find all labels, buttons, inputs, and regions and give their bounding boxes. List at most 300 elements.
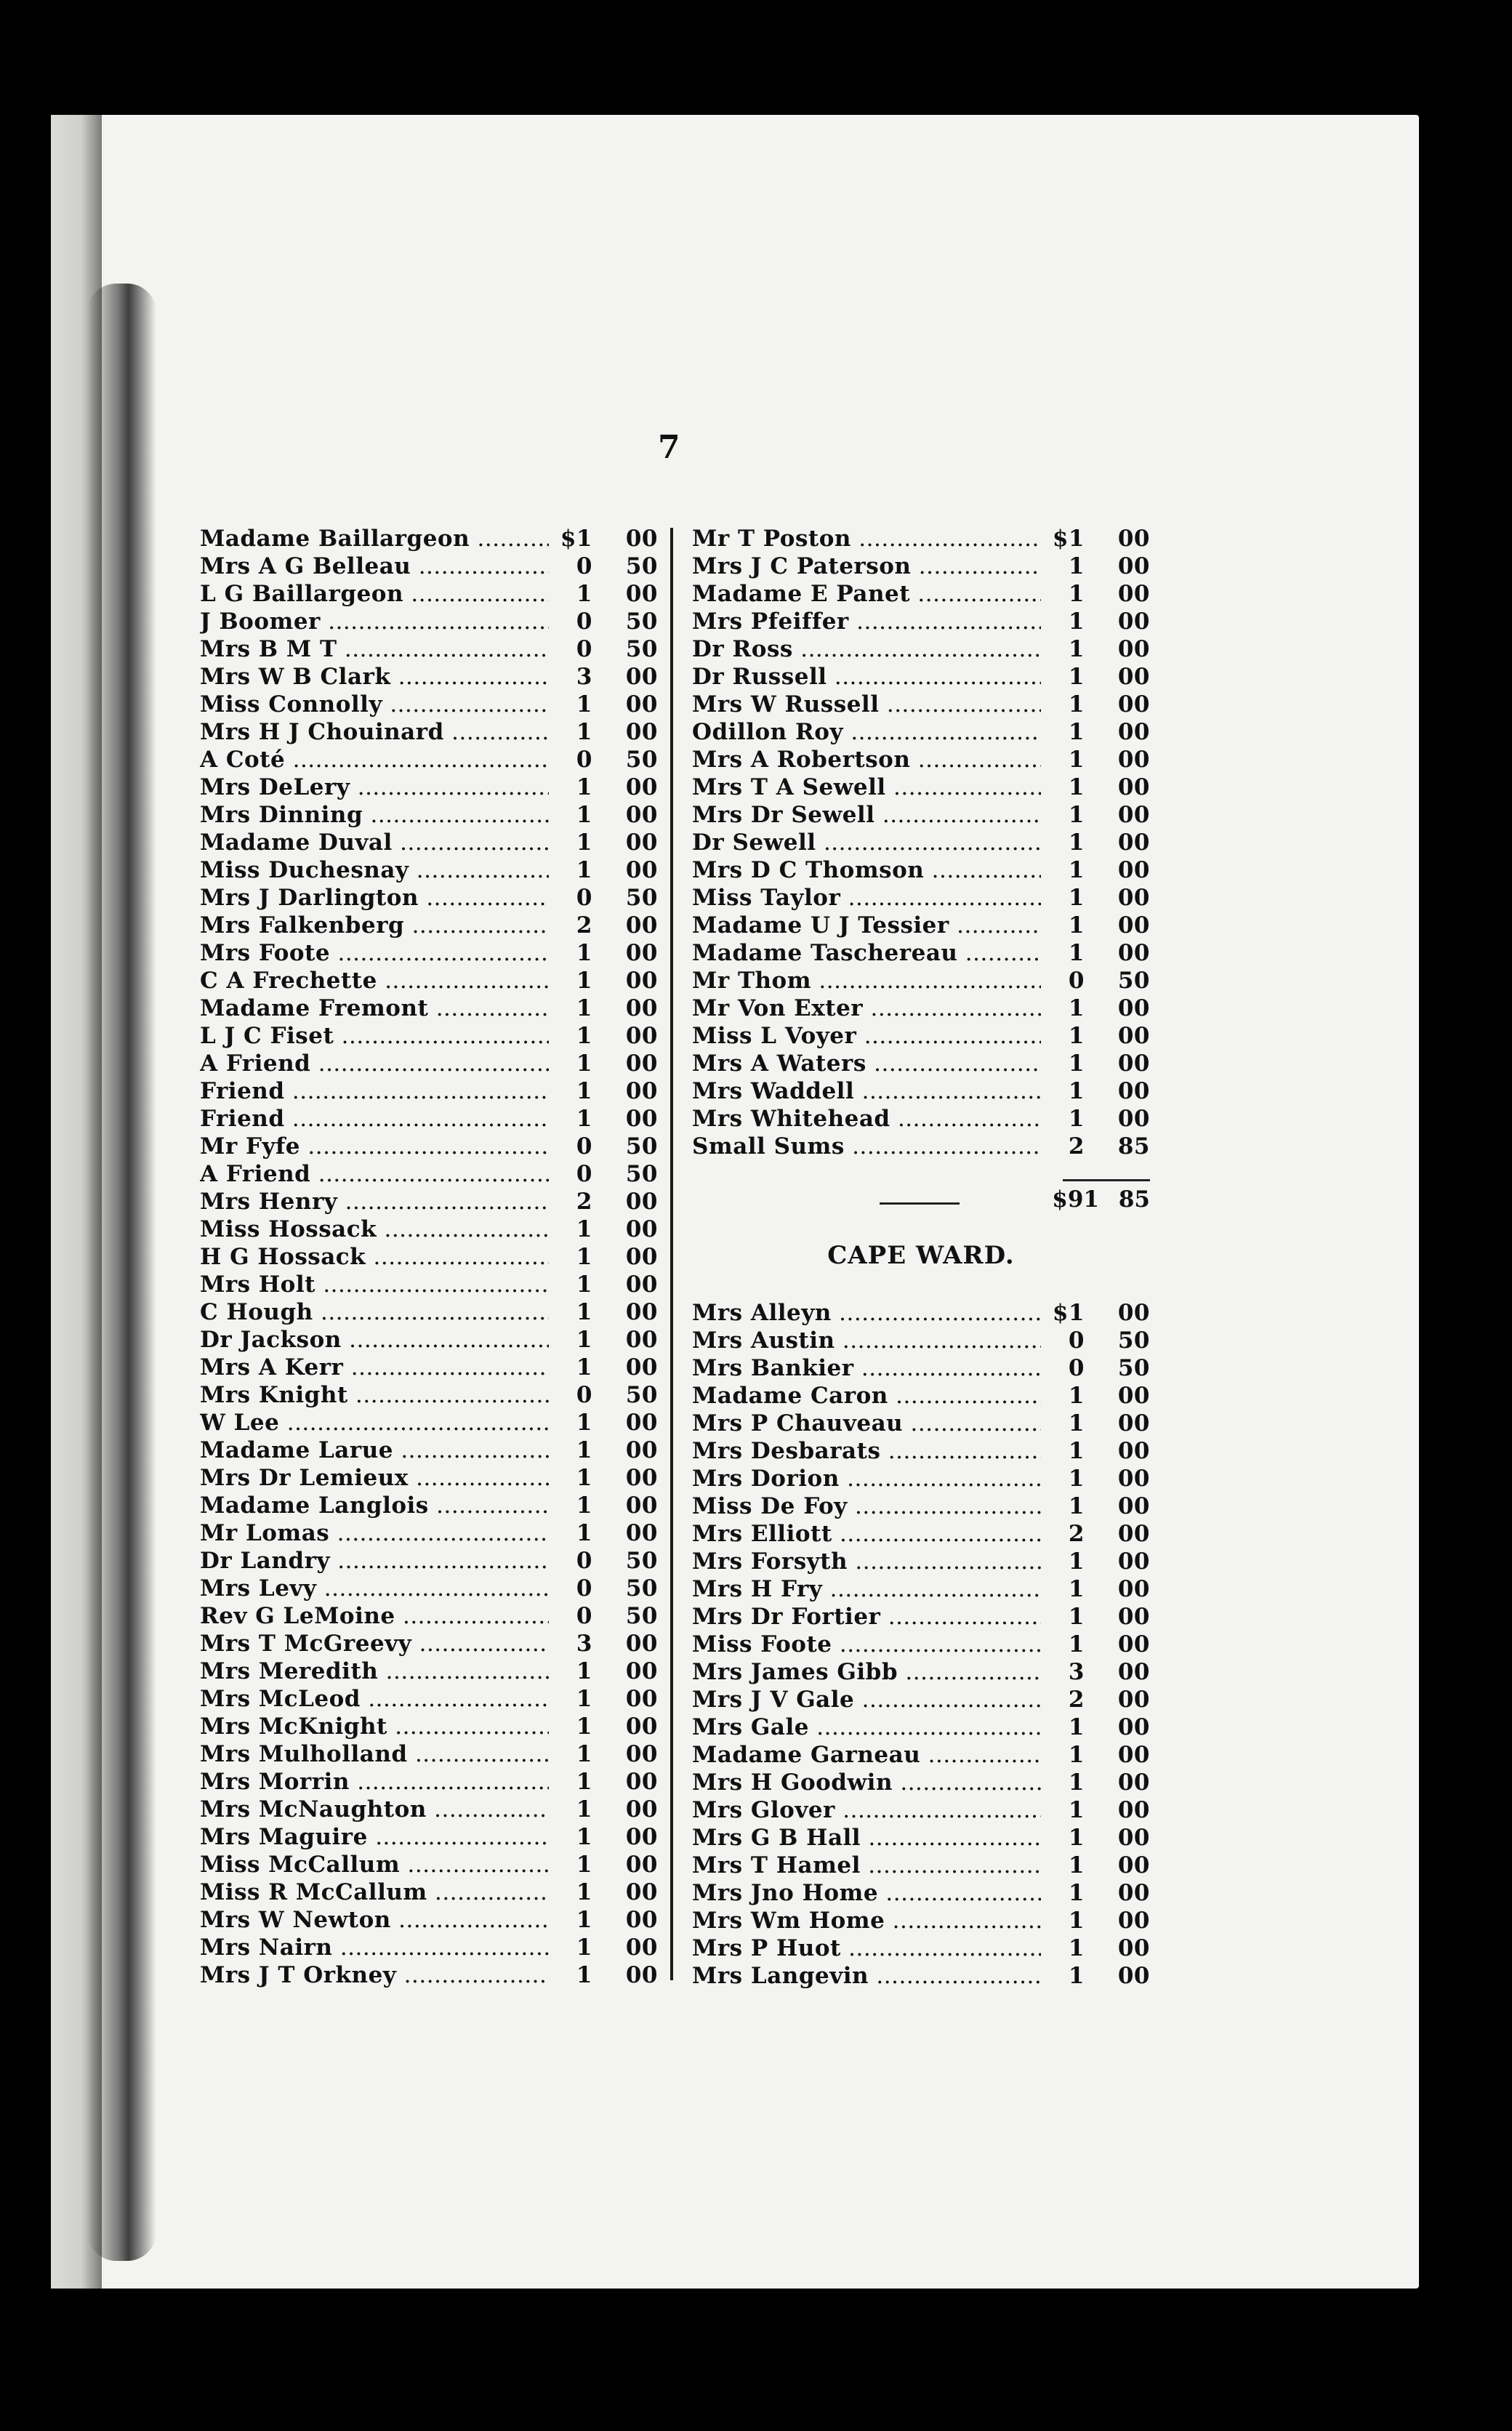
amount-dollars: 1 bbox=[1068, 1106, 1085, 1132]
list-item bbox=[200, 691, 658, 718]
list-item bbox=[200, 1602, 658, 1630]
amount-cents: 00 bbox=[625, 1796, 658, 1823]
subscriber-name: Mrs A Waters ..... bbox=[692, 1050, 1041, 1077]
amount-cents: 00 bbox=[625, 1962, 658, 1988]
subscriber-name: Mr T Poston ..... bbox=[692, 525, 1041, 552]
amount-dollars: 0 bbox=[576, 1603, 592, 1629]
amount-cents: 00 bbox=[1117, 553, 1150, 579]
amount-cents: 00 bbox=[625, 1769, 658, 1795]
amount-dollars: 1 bbox=[576, 1824, 592, 1850]
list-item bbox=[692, 1327, 1150, 1354]
amount-dollars: 1 bbox=[576, 1686, 592, 1712]
amount-cents: 50 bbox=[625, 1603, 658, 1629]
list-item bbox=[692, 939, 1150, 967]
amount-cents: 00 bbox=[1117, 1908, 1150, 1934]
subscriber-name: Mrs Alleyn ..... bbox=[692, 1299, 1041, 1327]
subscriber-name: Mrs W Newton ..... bbox=[200, 1906, 549, 1934]
list-item bbox=[200, 801, 658, 829]
amount-cents: 50 bbox=[1117, 968, 1150, 994]
amount-dollars: 1 bbox=[1068, 608, 1085, 635]
subscriber-name: Mrs Whitehead ..... bbox=[692, 1105, 1041, 1133]
amount-dollars: 3 bbox=[576, 664, 592, 690]
amount-dollars: 2 bbox=[576, 1189, 592, 1215]
amount-cents: 50 bbox=[625, 747, 658, 773]
subscriber-name: Miss McCallum ..... bbox=[200, 1851, 549, 1878]
amount-cents: 00 bbox=[625, 1299, 658, 1325]
list-item bbox=[692, 1769, 1150, 1796]
amount-dollars: 1 bbox=[576, 1299, 592, 1325]
list-item bbox=[200, 1133, 658, 1160]
subscriber-name: Mrs Henry ..... bbox=[200, 1188, 549, 1216]
subscriber-name: Mrs McNaughton ..... bbox=[200, 1796, 549, 1823]
amount-dollars: 1 bbox=[1068, 1825, 1085, 1851]
list-item bbox=[692, 1354, 1150, 1382]
amount-dollars: 1 bbox=[576, 691, 592, 718]
amount-dollars: 1 bbox=[1068, 829, 1085, 856]
subscriber-name: Miss Duchesnay ..... bbox=[200, 856, 549, 884]
list-item bbox=[692, 994, 1150, 1022]
amount-dollars: 0 bbox=[576, 885, 592, 911]
amount-cents: 00 bbox=[625, 940, 658, 966]
list-item bbox=[692, 1962, 1150, 1990]
subscriber-name: C Hough ..... bbox=[200, 1298, 549, 1326]
subscriber-name: A Friend ..... bbox=[200, 1160, 549, 1188]
amount-dollars: 1 bbox=[576, 1078, 592, 1104]
subscriber-name: Mrs Bankier ..... bbox=[692, 1354, 1041, 1382]
subscriber-name: A Friend ..... bbox=[200, 1050, 549, 1077]
amount-dollars: 1 bbox=[576, 1327, 592, 1353]
amount-dollars: 0 bbox=[576, 1548, 592, 1574]
list-item bbox=[692, 1575, 1150, 1603]
subscriber-name: Mrs T A Sewell ..... bbox=[692, 774, 1041, 801]
list-item bbox=[692, 1520, 1150, 1548]
amount-cents: 00 bbox=[1117, 1383, 1150, 1409]
amount-dollars: 1 bbox=[576, 1354, 592, 1381]
amount-cents: 00 bbox=[1117, 1797, 1150, 1823]
amount-cents: 00 bbox=[1117, 857, 1150, 883]
amount-dollars: 1 bbox=[576, 719, 592, 745]
subscriber-name: Miss R McCallum ..... bbox=[200, 1878, 549, 1906]
binding-fold-shadow bbox=[87, 284, 156, 2261]
amount-dollars: 2 bbox=[1068, 1133, 1085, 1160]
subscriber-name: Madame Larue ..... bbox=[200, 1436, 549, 1464]
page-number: 7 bbox=[658, 429, 680, 466]
subscriber-name: Small Sums ..... bbox=[692, 1133, 1041, 1160]
amount-dollars: 1 bbox=[1068, 940, 1085, 966]
amount-dollars: $1 bbox=[560, 526, 592, 552]
amount-dollars: 1 bbox=[1068, 1604, 1085, 1630]
amount-cents: 00 bbox=[1117, 719, 1150, 745]
list-item bbox=[200, 1575, 658, 1602]
section-separator-rule bbox=[880, 1202, 960, 1205]
amount-dollars: 1 bbox=[1068, 857, 1085, 883]
subscriber-name: Mrs Holt ..... bbox=[200, 1271, 549, 1298]
amount-cents: 00 bbox=[1117, 1078, 1150, 1104]
amount-dollars: 1 bbox=[1068, 1383, 1085, 1409]
list-item bbox=[692, 691, 1150, 718]
subscriber-name: Mr Von Exter ..... bbox=[692, 994, 1041, 1022]
list-item bbox=[200, 608, 658, 635]
subscriber-name: Madame U J Tessier ..... bbox=[692, 912, 1041, 939]
amount-dollars: 1 bbox=[576, 1852, 592, 1878]
list-item bbox=[200, 1160, 658, 1188]
amount-cents: 00 bbox=[1117, 1050, 1150, 1077]
amount-dollars: 0 bbox=[1068, 1355, 1085, 1381]
subscriber-name: Mrs H Fry ..... bbox=[692, 1575, 1041, 1603]
list-item bbox=[200, 994, 658, 1022]
list-item bbox=[200, 1492, 658, 1519]
amount-dollars: 1 bbox=[576, 581, 592, 607]
amount-dollars: 1 bbox=[1068, 912, 1085, 939]
subscriber-name: Dr Jackson ..... bbox=[200, 1326, 549, 1354]
amount-dollars: 1 bbox=[1068, 1023, 1085, 1049]
list-item bbox=[692, 1382, 1150, 1410]
amount-dollars: 1 bbox=[1068, 1410, 1085, 1436]
list-item bbox=[200, 884, 658, 912]
list-item bbox=[200, 746, 658, 774]
subscriber-name: C A Frechette ..... bbox=[200, 967, 549, 994]
subscriber-name: Mr Lomas ..... bbox=[200, 1519, 549, 1547]
list-item bbox=[692, 1879, 1150, 1907]
amount-cents: 00 bbox=[1117, 1548, 1150, 1575]
subscriber-name: Mrs Foote ..... bbox=[200, 939, 549, 967]
list-item bbox=[692, 746, 1150, 774]
amount-cents: 00 bbox=[1117, 1742, 1150, 1768]
subscriber-name: Mrs Langevin ..... bbox=[692, 1962, 1041, 1990]
subscriber-name: Friend ..... bbox=[200, 1077, 549, 1105]
subscriber-name: Mrs J C Paterson ..... bbox=[692, 552, 1041, 580]
amount-dollars: 0 bbox=[576, 1133, 592, 1160]
amount-cents: 00 bbox=[625, 1686, 658, 1712]
amount-dollars: 1 bbox=[576, 1465, 592, 1491]
list-item bbox=[692, 1824, 1150, 1852]
amount-cents: 00 bbox=[625, 1244, 658, 1270]
list-item bbox=[200, 1934, 658, 1961]
list-item bbox=[692, 608, 1150, 635]
list-item bbox=[692, 1686, 1150, 1713]
list-item bbox=[692, 1548, 1150, 1575]
subscriber-name: Mrs J T Orkney ..... bbox=[200, 1961, 549, 1989]
amount-cents: 00 bbox=[625, 1852, 658, 1878]
list-item bbox=[200, 1685, 658, 1713]
amount-dollars: $1 bbox=[1052, 1300, 1085, 1326]
amount-cents: 50 bbox=[1117, 1327, 1150, 1354]
amount-cents: 00 bbox=[1117, 995, 1150, 1021]
list-item bbox=[200, 967, 658, 994]
list-item bbox=[200, 525, 658, 552]
amount-dollars: 1 bbox=[1068, 1797, 1085, 1823]
list-item bbox=[200, 718, 658, 746]
list-item bbox=[200, 1050, 658, 1077]
amount-dollars: 1 bbox=[576, 1216, 592, 1242]
subscriber-name: Mrs Desbarats ..... bbox=[692, 1437, 1041, 1465]
subscriber-name: Mrs P Huot ..... bbox=[692, 1934, 1041, 1962]
subscriber-name: Mrs Dorion ..... bbox=[692, 1465, 1041, 1492]
list-item bbox=[692, 1741, 1150, 1769]
amount-dollars: 1 bbox=[1068, 747, 1085, 773]
amount-dollars: 0 bbox=[576, 608, 592, 635]
amount-cents: 50 bbox=[625, 608, 658, 635]
list-item bbox=[692, 856, 1150, 884]
amount-cents: 00 bbox=[625, 1410, 658, 1436]
list-item bbox=[200, 1658, 658, 1685]
amount-dollars: 1 bbox=[576, 802, 592, 828]
amount-cents: 00 bbox=[625, 1824, 658, 1850]
amount-cents: 00 bbox=[625, 1907, 658, 1933]
amount-dollars: 1 bbox=[1068, 885, 1085, 911]
subscriber-name: Mrs James Gibb ..... bbox=[692, 1658, 1041, 1686]
amount-cents: 00 bbox=[625, 526, 658, 552]
list-item bbox=[692, 1631, 1150, 1658]
list-item bbox=[692, 1410, 1150, 1437]
amount-cents: 00 bbox=[1117, 747, 1150, 773]
amount-cents: 50 bbox=[625, 1575, 658, 1602]
subscriber-name: L G Baillargeon ..... bbox=[200, 580, 549, 608]
total-rule bbox=[1063, 1179, 1150, 1181]
subscriber-name: Mrs G B Hall ..... bbox=[692, 1824, 1041, 1852]
amount-cents: 00 bbox=[625, 1327, 658, 1353]
amount-dollars: 1 bbox=[576, 1023, 592, 1049]
list-item bbox=[200, 1519, 658, 1547]
amount-cents: 00 bbox=[625, 1354, 658, 1381]
amount-cents: 00 bbox=[625, 719, 658, 745]
subscriber-name: Mrs DeLery ..... bbox=[200, 774, 549, 801]
amount-cents: 00 bbox=[1117, 608, 1150, 635]
amount-cents: 00 bbox=[1117, 1825, 1150, 1851]
amount-dollars: 1 bbox=[576, 1437, 592, 1463]
amount-cents: 00 bbox=[625, 857, 658, 883]
amount-dollars: 1 bbox=[576, 774, 592, 800]
list-item bbox=[200, 580, 658, 608]
amount-dollars: 1 bbox=[576, 1050, 592, 1077]
list-item bbox=[200, 829, 658, 856]
list-item bbox=[692, 663, 1150, 691]
subscriber-name: Mrs A Kerr ..... bbox=[200, 1354, 549, 1381]
amount-cents: 00 bbox=[625, 774, 658, 800]
amount-cents: 00 bbox=[1117, 691, 1150, 718]
list-item bbox=[200, 552, 658, 580]
amount-cents: 00 bbox=[1117, 1880, 1150, 1906]
subscriber-name: Mrs W Russell ..... bbox=[692, 691, 1041, 718]
subscriber-name: Mrs Dr Lemieux ..... bbox=[200, 1464, 549, 1492]
list-item bbox=[692, 884, 1150, 912]
amount-cents: 00 bbox=[625, 1078, 658, 1104]
amount-dollars: 0 bbox=[1068, 1327, 1085, 1354]
amount-cents: 00 bbox=[625, 664, 658, 690]
subscriber-name: Miss Connolly ..... bbox=[200, 691, 549, 718]
subscriber-name: Mr Fyfe ..... bbox=[200, 1133, 549, 1160]
subscriber-name: Mrs Knight ..... bbox=[200, 1381, 549, 1409]
amount-dollars: 1 bbox=[1068, 1935, 1085, 1961]
subscriber-name: W Lee ..... bbox=[200, 1409, 549, 1436]
amount-dollars: 1 bbox=[1068, 719, 1085, 745]
subscriber-name: Madame Langlois ..... bbox=[200, 1492, 549, 1519]
list-item bbox=[200, 1740, 658, 1768]
amount-cents: 50 bbox=[625, 1382, 658, 1408]
list-item bbox=[692, 1492, 1150, 1520]
amount-cents: 00 bbox=[1117, 1963, 1150, 1989]
list-item bbox=[200, 635, 658, 663]
subscriber-name: Dr Russell ..... bbox=[692, 663, 1041, 691]
subscriber-name: Madame Caron ..... bbox=[692, 1382, 1041, 1410]
amount-dollars: 1 bbox=[576, 1658, 592, 1684]
amount-dollars: 3 bbox=[576, 1631, 592, 1657]
amount-cents: 00 bbox=[1117, 526, 1150, 552]
subscriber-name: Mr Thom ..... bbox=[692, 967, 1041, 994]
amount-cents: 00 bbox=[1117, 1521, 1150, 1547]
amount-dollars: 1 bbox=[1068, 1493, 1085, 1519]
subscriber-name: L J C Fiset ..... bbox=[200, 1022, 549, 1050]
subscriber-name: Mrs Wm Home ..... bbox=[692, 1907, 1041, 1934]
amount-cents: 00 bbox=[1117, 636, 1150, 662]
subscriber-name: Madame Baillargeon ..... bbox=[200, 525, 549, 552]
amount-cents: 00 bbox=[1117, 1631, 1150, 1658]
amount-dollars: 2 bbox=[576, 912, 592, 939]
amount-cents: 50 bbox=[625, 553, 658, 579]
list-item bbox=[692, 1437, 1150, 1465]
list-item bbox=[200, 1326, 658, 1354]
list-item bbox=[692, 1934, 1150, 1962]
subscriber-name: Mrs Elliott ..... bbox=[692, 1520, 1041, 1548]
amount-dollars: 1 bbox=[1068, 581, 1085, 607]
list-item bbox=[692, 1713, 1150, 1741]
subscriber-name: Mrs Meredith ..... bbox=[200, 1658, 549, 1685]
amount-cents: 00 bbox=[625, 1216, 658, 1242]
list-item bbox=[692, 1907, 1150, 1934]
amount-dollars: 1 bbox=[1068, 691, 1085, 718]
subscriber-name: Mrs Dr Fortier ..... bbox=[692, 1603, 1041, 1631]
list-item bbox=[692, 801, 1150, 829]
amount-cents: 00 bbox=[625, 1658, 658, 1684]
amount-dollars: 3 bbox=[1068, 1659, 1085, 1685]
subscriber-name: Mrs D C Thomson ..... bbox=[692, 856, 1041, 884]
list-item bbox=[692, 1050, 1150, 1077]
amount-dollars: 1 bbox=[576, 1492, 592, 1519]
amount-cents: 00 bbox=[1117, 1714, 1150, 1740]
list-item bbox=[692, 967, 1150, 994]
subscriber-name: Madame Taschereau ..... bbox=[692, 939, 1041, 967]
amount-cents: 00 bbox=[625, 1492, 658, 1519]
amount-dollars: 1 bbox=[1068, 1742, 1085, 1768]
list-item bbox=[692, 1796, 1150, 1824]
amount-cents: 00 bbox=[625, 829, 658, 856]
subscriber-name: Mrs J Darlington ..... bbox=[200, 884, 549, 912]
amount-cents: 00 bbox=[1117, 1604, 1150, 1630]
section-heading: CAPE WARD. bbox=[827, 1241, 1015, 1270]
amount-cents: 50 bbox=[1117, 1355, 1150, 1381]
list-item bbox=[200, 1878, 658, 1906]
subscriber-name: Mrs Morrin ..... bbox=[200, 1768, 549, 1796]
list-item bbox=[200, 1547, 658, 1575]
amount-cents: 00 bbox=[1117, 1466, 1150, 1492]
amount-dollars: 1 bbox=[576, 1796, 592, 1823]
subscriber-name: Mrs Dinning ..... bbox=[200, 801, 549, 829]
list-item bbox=[692, 580, 1150, 608]
list-item bbox=[692, 552, 1150, 580]
subscriber-name: Mrs Mulholland ..... bbox=[200, 1740, 549, 1768]
amount-dollars: 1 bbox=[576, 1271, 592, 1298]
subscriber-name: Odillon Roy ..... bbox=[692, 718, 1041, 746]
amount-cents: 00 bbox=[625, 1023, 658, 1049]
list-item bbox=[692, 1299, 1150, 1327]
amount-dollars: 1 bbox=[576, 829, 592, 856]
list-item bbox=[692, 912, 1150, 939]
list-item bbox=[200, 1216, 658, 1243]
subscriber-name: J Boomer ..... bbox=[200, 608, 549, 635]
subscriber-name: A Coté ..... bbox=[200, 746, 549, 774]
amount-dollars: 1 bbox=[1068, 1880, 1085, 1906]
subscriber-name: Mrs Waddell ..... bbox=[692, 1077, 1041, 1105]
subscriber-name: Mrs H Goodwin ..... bbox=[692, 1769, 1041, 1796]
amount-cents: 00 bbox=[1117, 774, 1150, 800]
amount-cents: 00 bbox=[1117, 1659, 1150, 1685]
amount-dollars: 1 bbox=[576, 940, 592, 966]
list-item bbox=[692, 1105, 1150, 1133]
amount-cents: 00 bbox=[625, 1465, 658, 1491]
subscriber-name: Mrs B M T ..... bbox=[200, 635, 549, 663]
subscriber-name: Mrs Austin ..... bbox=[692, 1327, 1041, 1354]
list-item bbox=[200, 1188, 658, 1216]
list-item bbox=[200, 1354, 658, 1381]
amount-cents: 00 bbox=[1117, 1935, 1150, 1961]
amount-dollars: 1 bbox=[1068, 1576, 1085, 1602]
amount-cents: 00 bbox=[1117, 664, 1150, 690]
subscriber-name: Mrs Levy ..... bbox=[200, 1575, 549, 1602]
amount-cents: 50 bbox=[625, 636, 658, 662]
amount-dollars: 1 bbox=[576, 1769, 592, 1795]
amount-dollars: 0 bbox=[576, 1575, 592, 1602]
amount-cents: 00 bbox=[625, 1934, 658, 1961]
list-item bbox=[692, 1465, 1150, 1492]
amount-dollars: 1 bbox=[576, 1106, 592, 1132]
subscriber-name: Mrs W B Clark ..... bbox=[200, 663, 549, 691]
amount-dollars: 1 bbox=[576, 1741, 592, 1767]
list-item bbox=[200, 774, 658, 801]
right-subscriber-list bbox=[692, 525, 1150, 1160]
amount-dollars: 1 bbox=[576, 857, 592, 883]
list-item bbox=[200, 663, 658, 691]
amount-dollars: 1 bbox=[1068, 1078, 1085, 1104]
amount-cents: 50 bbox=[625, 1548, 658, 1574]
list-item bbox=[692, 1852, 1150, 1879]
amount-cents: 00 bbox=[1117, 1576, 1150, 1602]
amount-dollars: 1 bbox=[1068, 1631, 1085, 1658]
amount-dollars: 0 bbox=[576, 1161, 592, 1187]
list-item bbox=[692, 635, 1150, 663]
amount-cents: 00 bbox=[625, 691, 658, 718]
amount-cents: 50 bbox=[625, 1161, 658, 1187]
amount-cents: 00 bbox=[625, 912, 658, 939]
ward-total bbox=[1054, 1186, 1150, 1216]
amount-cents: 00 bbox=[1117, 1852, 1150, 1878]
amount-cents: 00 bbox=[625, 1050, 658, 1077]
amount-dollars: 1 bbox=[1068, 1714, 1085, 1740]
list-item bbox=[200, 1961, 658, 1989]
amount-dollars: 0 bbox=[576, 1382, 592, 1408]
amount-dollars: 1 bbox=[1068, 636, 1085, 662]
amount-cents: 00 bbox=[1117, 1300, 1150, 1326]
subscriber-name: Mrs J V Gale ..... bbox=[692, 1686, 1041, 1713]
subscriber-name: Friend ..... bbox=[200, 1105, 549, 1133]
list-item bbox=[692, 1603, 1150, 1631]
subscriber-name: H G Hossack ..... bbox=[200, 1243, 549, 1271]
subscriber-name: Mrs Glover ..... bbox=[692, 1796, 1041, 1824]
column-divider bbox=[670, 528, 673, 1980]
amount-dollars: 1 bbox=[1068, 1769, 1085, 1796]
subscriber-name: Mrs T Hamel ..... bbox=[692, 1852, 1041, 1879]
cape-ward-list bbox=[692, 1299, 1150, 1990]
list-item bbox=[200, 856, 658, 884]
